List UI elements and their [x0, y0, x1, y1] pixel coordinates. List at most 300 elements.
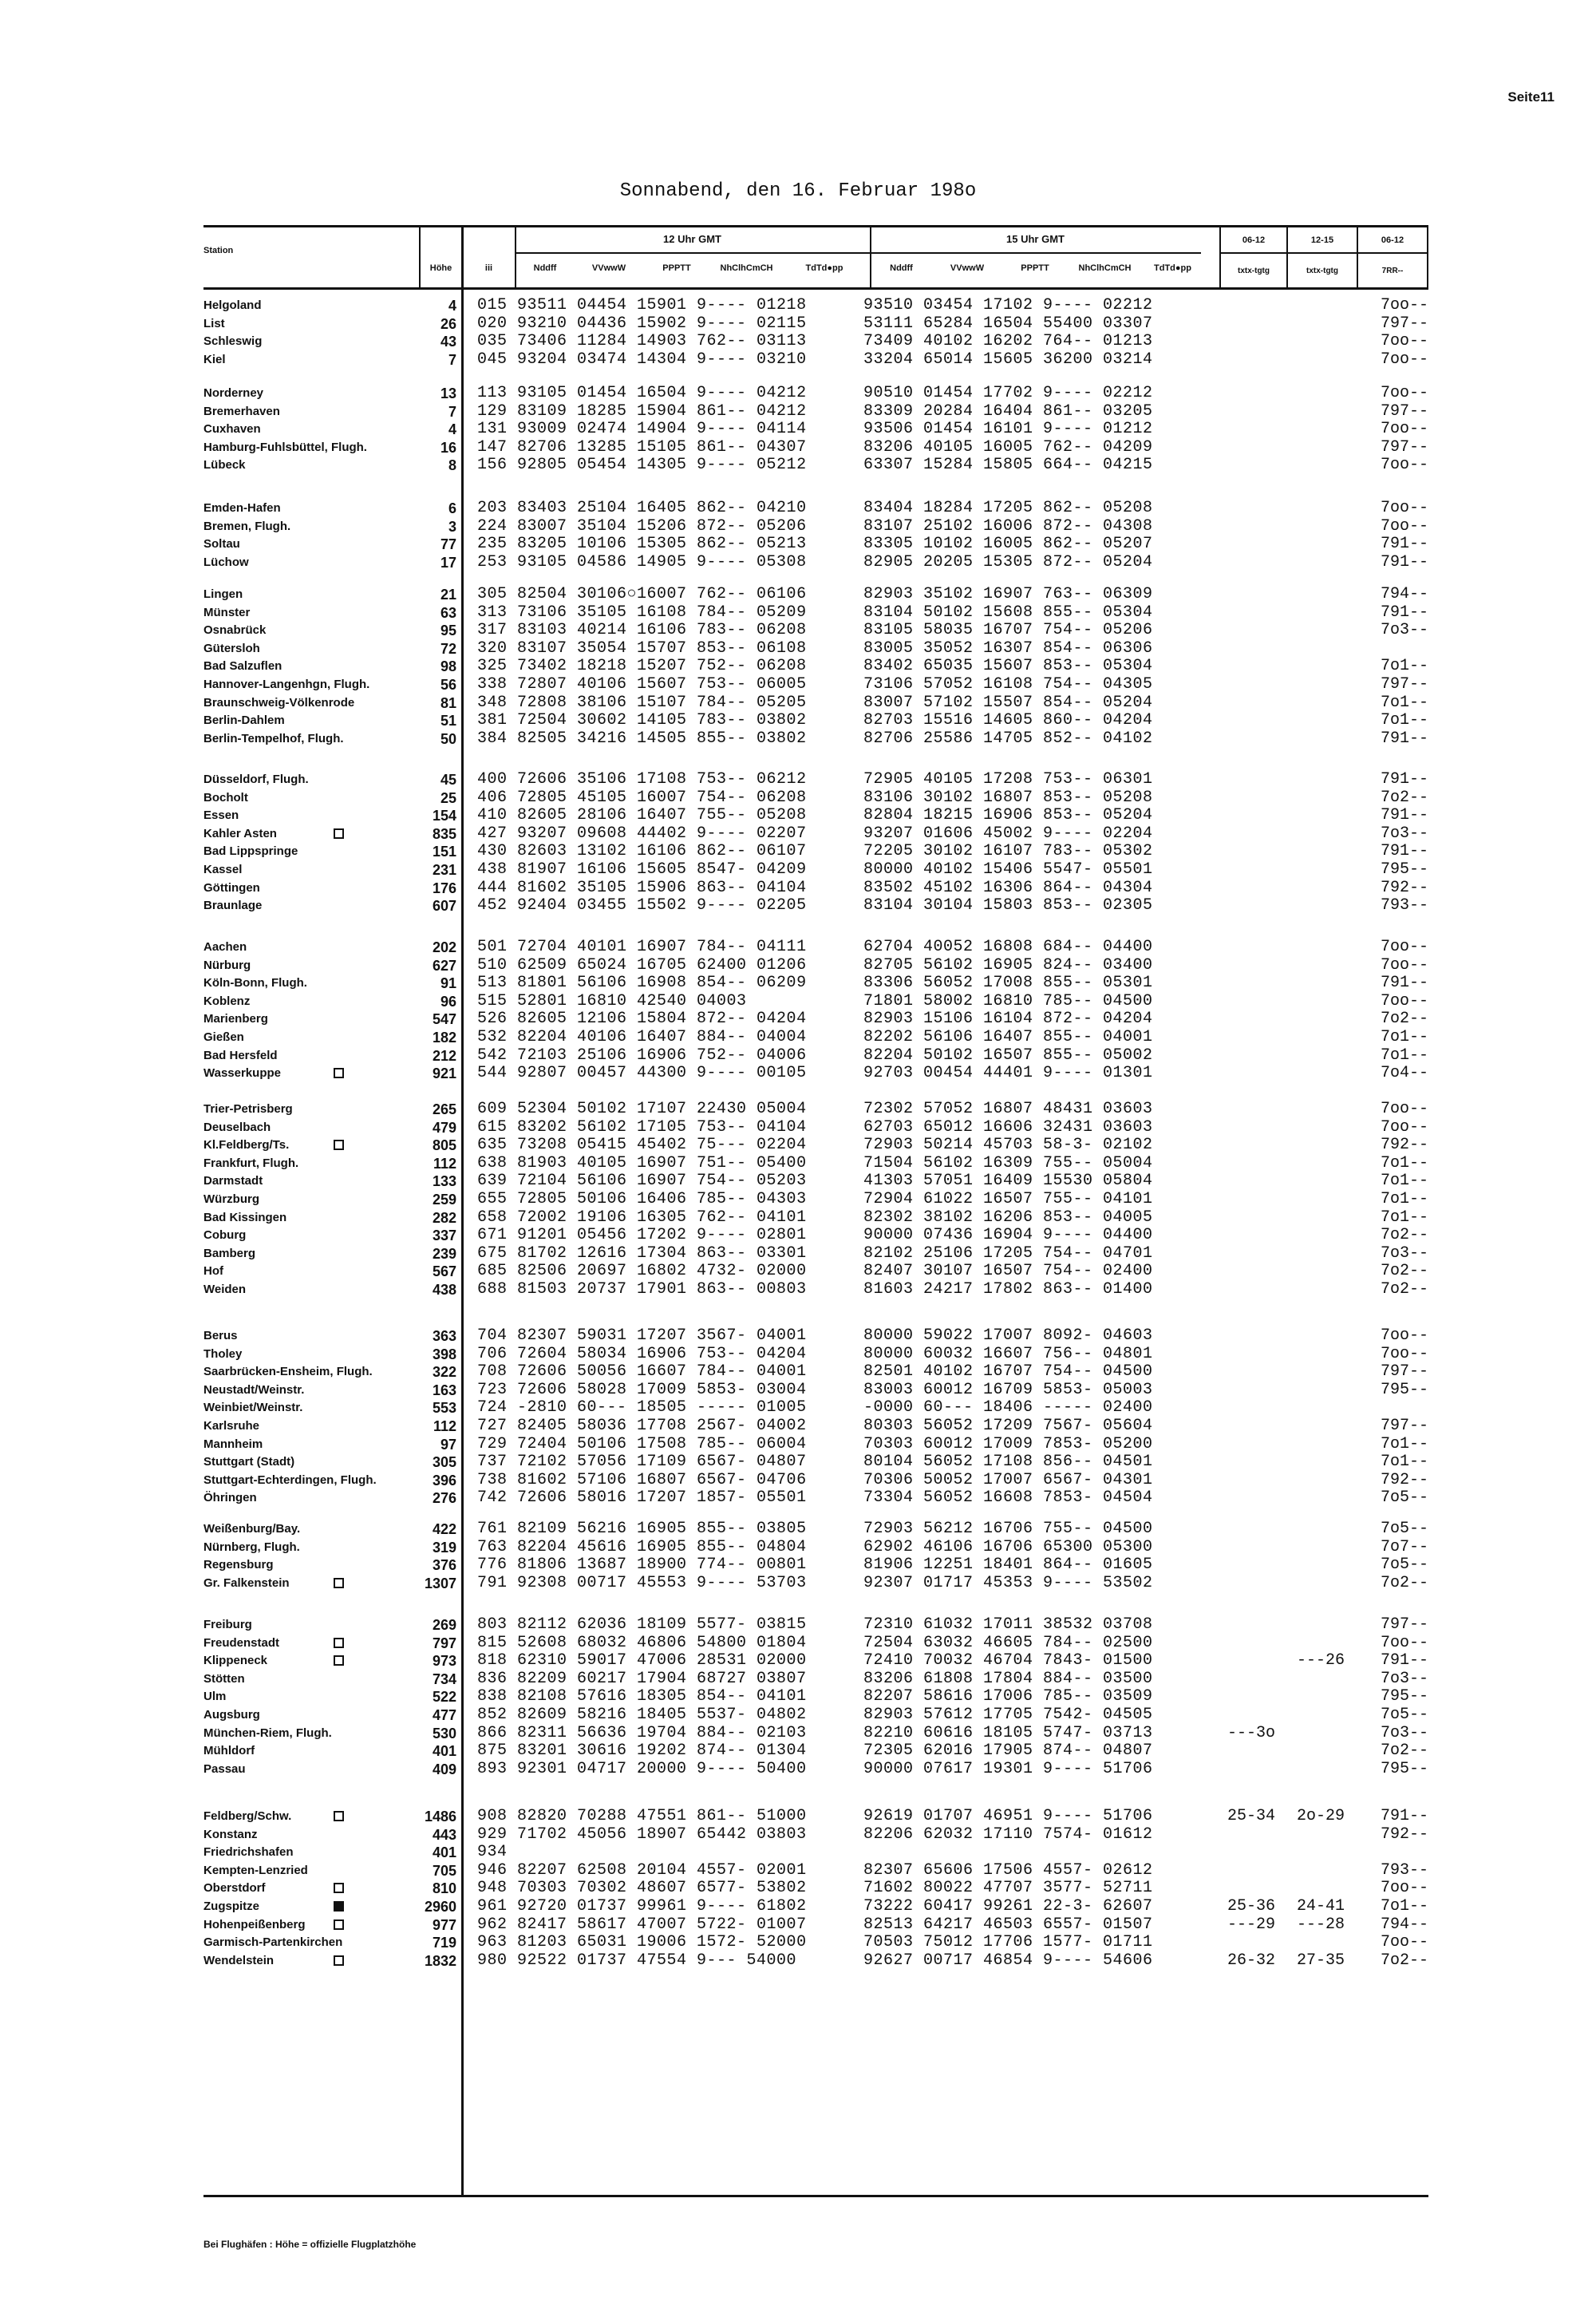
obs-12utc: 452 92404 03455 15502 9---- 02205	[477, 896, 807, 915]
station-height: 553	[432, 1400, 456, 1417]
table-row	[0, 1898, 1596, 1915]
station-name: Norderney	[203, 386, 264, 400]
value-06-12-rr: 797--	[1380, 437, 1428, 457]
value-06-12-rr: 7o1--	[1380, 1028, 1428, 1046]
table-row	[0, 1209, 1596, 1227]
obs-15utc: 72305 62016 17905 874-- 04807	[863, 1742, 1153, 1761]
station-height: 627	[432, 957, 456, 974]
obs-12utc: 501 72704 40101 16907 784-- 04111	[477, 938, 807, 956]
station-name: Gr. Falkenstein	[203, 1575, 290, 1590]
station-name: Freudenstadt	[203, 1635, 280, 1650]
table-row	[0, 1616, 1596, 1634]
station-name: Berlin-Dahlem	[203, 714, 285, 728]
station-name: Kempten-Lenzried	[203, 1863, 308, 1877]
station-height: 973	[432, 1653, 456, 1670]
station-height: 547	[432, 1011, 456, 1028]
station-name: Cuxhaven	[203, 422, 261, 437]
obs-15utc: 80000 40102 15406 5547- 05501	[863, 860, 1153, 879]
obs-15utc: 90000 07617 19301 9---- 51706	[863, 1759, 1153, 1778]
obs-15utc: 82307 65606 17506 4557- 02612	[863, 1860, 1153, 1880]
value-06-12-rr: 794--	[1380, 585, 1428, 603]
station-height: 202	[432, 939, 456, 955]
obs-12utc: 410 82605 28106 16407 755-- 05208	[477, 806, 807, 825]
value-06-12-rr: 794--	[1380, 1915, 1428, 1934]
value-06-12: 25-36	[1227, 1897, 1275, 1915]
table-row	[0, 640, 1596, 658]
obs-12utc: 929 71702 45056 18907 65442 03803	[477, 1825, 807, 1844]
station-name: Tholey	[203, 1346, 243, 1361]
station-height: 921	[432, 1065, 456, 1082]
obs-12utc: 515 52801 16810 42540 04003	[477, 991, 747, 1010]
open-square-icon	[334, 1140, 344, 1150]
obs-15utc: 83005 35052 16307 854-- 06306	[863, 638, 1153, 658]
value-06-12-rr: 7o1--	[1380, 1453, 1428, 1472]
value-06-12-rr: 7o3--	[1380, 1669, 1428, 1688]
value-12-15: 24-41	[1296, 1897, 1345, 1915]
station-name: Osnabrück	[203, 623, 267, 638]
station-name: Freiburg	[203, 1618, 252, 1631]
obs-12utc: 866 82311 56636 19704 884-- 02103	[477, 1723, 807, 1742]
header-12-nddff: Nddff	[533, 263, 557, 273]
station-name: Coburg	[203, 1228, 247, 1243]
open-square-icon	[334, 1955, 344, 1966]
station-height: 163	[432, 1382, 456, 1398]
station-name: Kassel	[203, 863, 243, 876]
filled-square-icon	[334, 1901, 344, 1912]
header-extra-1-bottom: txtx-tgtg	[1238, 267, 1270, 275]
station-height: 212	[432, 1047, 456, 1064]
table-row	[0, 730, 1596, 748]
value-06-12-rr: 7o1--	[1380, 1208, 1428, 1227]
station-height: 479	[432, 1119, 456, 1136]
obs-15utc: 82903 57612 17705 7542- 04505	[863, 1706, 1153, 1724]
obs-15utc: 82206 62032 17110 7574- 01612	[863, 1825, 1153, 1844]
table-row	[0, 694, 1596, 712]
obs-12utc: 615 83202 56102 17105 753-- 04104	[477, 1117, 807, 1137]
station-height: 81	[440, 694, 456, 711]
table-row	[0, 1916, 1596, 1934]
value-06-12-rr: 7o1--	[1380, 1897, 1428, 1915]
value-06-12-rr: 7o1--	[1380, 1190, 1428, 1208]
value-06-12-rr: 7oo--	[1380, 955, 1428, 975]
open-square-icon	[334, 1638, 344, 1648]
value-06-12-rr: 7o1--	[1380, 1046, 1428, 1065]
header-15-vvwww: VVwwW	[950, 263, 985, 273]
obs-15utc: 82210 60616 18105 5747- 03713	[863, 1723, 1153, 1742]
value-06-12-rr: 791--	[1380, 552, 1428, 571]
obs-12utc: 320 83107 35054 15707 853-- 06108	[477, 638, 807, 658]
obs-12utc: 639 72104 56106 16907 754-- 05203	[477, 1172, 807, 1191]
obs-15utc: 53111 65284 16504 55400 03307	[863, 314, 1153, 333]
obs-12utc: 671 91201 05456 17202 9---- 02801	[477, 1226, 807, 1245]
obs-12utc: 348 72808 38106 15107 784-- 05205	[477, 693, 807, 712]
station-height: 95	[440, 623, 456, 639]
obs-15utc: 81906 12251 18401 864-- 01605	[863, 1556, 1153, 1575]
station-height: 363	[432, 1328, 456, 1344]
table-row	[0, 1172, 1596, 1190]
table-row	[0, 1101, 1596, 1118]
value-06-12-rr: 7o3--	[1380, 1723, 1428, 1742]
table-row	[0, 1346, 1596, 1363]
station-height: 13	[440, 385, 456, 401]
station-height: 112	[433, 1418, 456, 1434]
obs-15utc: 72904 61022 16507 755-- 04101	[863, 1190, 1153, 1208]
obs-15utc: 62703 65012 16606 32431 03603	[863, 1117, 1153, 1137]
value-06-12-rr: 793--	[1380, 896, 1428, 915]
header-extra-1-top: 06-12	[1242, 235, 1266, 245]
station-name: Würzburg	[203, 1192, 259, 1206]
table-row	[0, 1472, 1596, 1489]
station-height: 376	[432, 1557, 456, 1574]
table-row	[0, 771, 1596, 789]
obs-12utc: 224 83007 35104 15206 872-- 05206	[477, 516, 807, 536]
value-06-12-rr: 7oo--	[1380, 332, 1428, 351]
value-06-12-rr: 795--	[1380, 1380, 1428, 1399]
station-name: Gütersloh	[203, 641, 260, 655]
obs-15utc: 72205 30102 16107 783-- 05302	[863, 842, 1153, 861]
station-name: Deuselbach	[203, 1120, 271, 1134]
value-06-12-rr: 7o5--	[1380, 1520, 1428, 1538]
table-row	[0, 518, 1596, 536]
station-height: 45	[440, 772, 456, 788]
station-height: 265	[432, 1101, 456, 1117]
obs-12utc: 609 52304 50102 17107 22430 05004	[477, 1100, 807, 1118]
table-row	[0, 457, 1596, 474]
obs-12utc: 532 82204 40106 16407 884-- 04004	[477, 1028, 807, 1046]
obs-15utc: 82706 25586 14705 852-- 04102	[863, 729, 1153, 748]
station-height: 6	[448, 500, 456, 516]
footnote: Bei Flughäfen : Höhe = offizielle Flugplatzhöhe	[203, 2239, 417, 2250]
table-row	[0, 1934, 1596, 1951]
table-row	[0, 1635, 1596, 1652]
station-height: 1486	[424, 1809, 456, 1825]
station-height: 607	[432, 898, 456, 915]
obs-15utc: 83309 20284 16404 861-- 03205	[863, 401, 1153, 421]
open-square-icon	[334, 1811, 344, 1821]
value-06-12-rr: 793--	[1380, 1860, 1428, 1880]
table-row	[0, 1520, 1596, 1538]
obs-15utc: 93510 03454 17102 9---- 02212	[863, 296, 1153, 314]
obs-12utc: 510 62509 65024 16705 62400 01206	[477, 955, 807, 975]
table-row	[0, 825, 1596, 843]
header-15-nddff: Nddff	[890, 263, 913, 273]
value-06-12-rr: 7o2--	[1380, 788, 1428, 807]
obs-12utc: 742 72606 58016 17207 1857- 05501	[477, 1489, 807, 1508]
table-row	[0, 554, 1596, 571]
obs-12utc: 708 72606 50056 16607 784-- 04001	[477, 1362, 807, 1382]
table-row	[0, 439, 1596, 457]
header-iii: iii	[484, 263, 493, 273]
obs-15utc: 82501 40102 16707 754-- 04500	[863, 1362, 1153, 1382]
obs-12utc: 688 81503 20737 17901 863-- 00803	[477, 1280, 807, 1299]
obs-12utc: 338 72807 40106 15607 753-- 06005	[477, 675, 807, 694]
value-06-12-rr: 7oo--	[1380, 991, 1428, 1010]
obs-15utc: 82513 64217 46503 6557- 01507	[863, 1915, 1153, 1934]
station-name: Weißenburg/Bay.	[203, 1522, 301, 1536]
station-height: 4	[448, 421, 456, 438]
station-name: Nürburg	[203, 958, 251, 972]
obs-15utc: 80303 56052 17209 7567- 05604	[863, 1417, 1153, 1435]
obs-12utc: 020 93210 04436 15902 9---- 02115	[477, 314, 807, 333]
obs-12utc: 513 81801 56106 16908 854-- 06209	[477, 974, 807, 993]
obs-12utc: 946 82207 62508 20104 4557- 02001	[477, 1860, 807, 1880]
table-row	[0, 712, 1596, 729]
table-row	[0, 843, 1596, 860]
obs-15utc: 83206 61808 17804 884-- 03500	[863, 1669, 1153, 1688]
station-height: 239	[432, 1245, 456, 1262]
station-height: 7	[448, 351, 456, 368]
station-name: Weiden	[203, 1283, 247, 1296]
obs-15utc: 83106 30102 16807 853-- 05208	[863, 788, 1153, 807]
station-name: Koblenz	[203, 994, 251, 1008]
header-extra-3-bottom: 7RR--	[1381, 267, 1404, 275]
value-06-12-rr: 791--	[1380, 535, 1428, 554]
station-height: 112	[433, 1155, 456, 1172]
station-name: Bad Salzuflen	[203, 659, 282, 674]
obs-12utc: 427 93207 09608 44402 9---- 02207	[477, 824, 807, 843]
table-row	[0, 1382, 1596, 1399]
station-name: Lübeck	[203, 458, 246, 472]
obs-15utc: 73222 60417 99261 22-3- 62607	[863, 1897, 1153, 1915]
value-06-12-rr: 7o3--	[1380, 621, 1428, 640]
obs-15utc: 72310 61032 17011 38532 03708	[863, 1615, 1153, 1634]
station-name: Helgoland	[203, 298, 262, 312]
station-height: 322	[432, 1364, 456, 1381]
obs-15utc: 92307 01717 45353 9---- 53502	[863, 1573, 1153, 1592]
station-height: 98	[440, 658, 456, 675]
open-square-icon	[334, 1068, 344, 1078]
station-name: Bamberg	[203, 1246, 256, 1260]
obs-15utc: 92703 00454 44401 9---- 01301	[863, 1064, 1153, 1083]
obs-15utc: 83107 25102 16006 872-- 04308	[863, 516, 1153, 536]
value-06-12-rr: 7o3--	[1380, 1243, 1428, 1263]
table-row	[0, 1010, 1596, 1028]
station-name: Aachen	[203, 940, 247, 954]
station-name: Bocholt	[203, 790, 248, 805]
obs-15utc: 83305 10102 16005 862-- 05207	[863, 535, 1153, 554]
station-height: 401	[432, 1743, 456, 1760]
obs-12utc: 761 82109 56216 16905 855-- 03805	[477, 1520, 807, 1538]
obs-15utc: 92627 00717 46854 9---- 54606	[863, 1951, 1153, 1970]
obs-12utc: 045 93204 03474 14304 9---- 03210	[477, 350, 807, 369]
obs-15utc: 70303 60012 17009 7853- 05200	[863, 1434, 1153, 1453]
header-15-clouds: NhClhCmCH	[1078, 263, 1132, 273]
value-06-12-rr: 7o1--	[1380, 711, 1428, 730]
obs-15utc: 92619 01707 46951 9---- 51706	[863, 1807, 1153, 1825]
table-row	[0, 939, 1596, 956]
station-name: Nürnberg, Flugh.	[203, 1540, 300, 1554]
station-height: 269	[432, 1617, 456, 1633]
value-06-12-rr: 7oo--	[1380, 1100, 1428, 1118]
value-12-15: ---26	[1296, 1651, 1345, 1670]
table-row	[0, 676, 1596, 694]
obs-15utc: 83402 65035 15607 853-- 05304	[863, 657, 1153, 676]
table-row	[0, 1029, 1596, 1046]
obs-15utc: 83104 30104 15803 853-- 02305	[863, 896, 1153, 915]
table-row	[0, 315, 1596, 333]
value-06-12-rr: 7o2--	[1380, 1280, 1428, 1299]
station-height: 810	[432, 1880, 456, 1897]
table-row	[0, 1327, 1596, 1345]
obs-15utc: 71801 58002 16810 785-- 04500	[863, 991, 1153, 1010]
station-name: Wasserkuppe	[203, 1066, 281, 1081]
obs-12utc: 738 81602 57106 16807 6567- 04706	[477, 1470, 807, 1489]
obs-12utc: 638 81903 40105 16907 751-- 05400	[477, 1153, 807, 1172]
obs-12utc: 384 82505 34216 14505 855-- 03802	[477, 729, 807, 748]
value-06-12: 26-32	[1227, 1951, 1275, 1970]
station-name: Hohenpeißenberg	[203, 1917, 306, 1931]
table-row	[0, 536, 1596, 553]
value-06-12-rr: 7o2--	[1380, 1262, 1428, 1281]
obs-15utc: 70306 50052 17007 6567- 04301	[863, 1470, 1153, 1489]
station-name: Lingen	[203, 587, 243, 601]
value-06-12-rr: 7o5--	[1380, 1556, 1428, 1575]
station-name: Berlin-Tempelhof, Flugh.	[203, 731, 344, 745]
table-row	[0, 297, 1596, 314]
station-name: Regensburg	[203, 1558, 274, 1572]
value-06-12-rr: 7o1--	[1380, 657, 1428, 676]
station-height: 422	[432, 1521, 456, 1537]
station-height: 305	[432, 1454, 456, 1471]
station-name: Braunlage	[203, 899, 263, 913]
station-name: Bremen, Flugh.	[203, 519, 291, 533]
table-row	[0, 351, 1596, 369]
station-name: Friedrichshafen	[203, 1845, 294, 1860]
obs-12utc: 526 82605 12106 15804 872-- 04204	[477, 1010, 807, 1029]
obs-12utc: 962 82417 58617 47007 5722- 01007	[477, 1915, 807, 1934]
station-name: München-Riem, Flugh.	[203, 1726, 332, 1740]
value-06-12: 25-34	[1227, 1807, 1275, 1825]
station-height: 530	[432, 1725, 456, 1742]
station-height: 396	[432, 1472, 456, 1489]
obs-15utc: 82407 30107 16507 754-- 02400	[863, 1262, 1153, 1281]
obs-15utc: 83105 58035 16707 754-- 05206	[863, 621, 1153, 640]
value-06-12-rr: 7o2--	[1380, 1226, 1428, 1245]
station-name: Bad Lippspringe	[203, 844, 298, 859]
station-height: 151	[432, 844, 456, 860]
obs-15utc: 82202 56106 16407 855-- 04001	[863, 1028, 1153, 1046]
table-row	[0, 993, 1596, 1010]
station-name: Kiel	[203, 352, 226, 366]
obs-15utc: 62902 46106 16706 65300 05300	[863, 1537, 1153, 1556]
station-name: Berus	[203, 1329, 238, 1342]
value-06-12-rr: 7o1--	[1380, 1434, 1428, 1453]
obs-15utc: 82705 56102 16905 824-- 03400	[863, 955, 1153, 975]
value-06-12-rr: 7oo--	[1380, 1326, 1428, 1345]
table-row	[0, 880, 1596, 897]
table-row	[0, 1263, 1596, 1280]
obs-12utc: 131 93009 02474 14904 9---- 04114	[477, 420, 807, 439]
station-name: Weinbiet/Weinstr.	[203, 1401, 303, 1415]
station-name: Bad Hersfeld	[203, 1048, 278, 1062]
table-row	[0, 957, 1596, 975]
table-row	[0, 1652, 1596, 1670]
obs-12utc: 737 72102 57056 17109 6567- 04807	[477, 1453, 807, 1472]
value-06-12-rr: 791--	[1380, 974, 1428, 993]
value-06-12-rr: 7o1--	[1380, 693, 1428, 712]
station-name: Gießen	[203, 1030, 244, 1044]
obs-15utc: 82302 38102 16206 853-- 04005	[863, 1208, 1153, 1227]
station-name: Köln-Bonn, Flugh.	[203, 976, 307, 990]
station-name: Öhringen	[203, 1491, 257, 1505]
station-height: 25	[440, 789, 456, 806]
obs-15utc: 62704 40052 16808 684-- 04400	[863, 938, 1153, 956]
value-06-12-rr: 792--	[1380, 878, 1428, 897]
station-height: 63	[440, 604, 456, 621]
station-name: Hannover-Langenhgn, Flugh.	[203, 678, 370, 691]
obs-12utc: 815 52608 68032 46806 54800 01804	[477, 1633, 807, 1652]
table-row	[0, 1862, 1596, 1880]
obs-12utc: 400 72606 35106 17108 753-- 06212	[477, 770, 807, 789]
station-height: 719	[432, 1935, 456, 1951]
value-06-12-rr: 7o7--	[1380, 1537, 1428, 1556]
obs-15utc: 73409 40102 16202 764-- 01213	[863, 332, 1153, 351]
obs-12utc: 313 73106 35105 16108 784-- 05209	[477, 603, 807, 622]
station-name: Mannheim	[203, 1437, 263, 1451]
value-06-12-rr: 791--	[1380, 1807, 1428, 1825]
value-06-12-rr: 7oo--	[1380, 1117, 1428, 1137]
station-height: 276	[432, 1490, 456, 1507]
station-height: 797	[432, 1635, 456, 1651]
value-06-12-rr: 797--	[1380, 314, 1428, 333]
value-06-12-rr: 7o3--	[1380, 824, 1428, 843]
obs-12utc: 325 73402 18218 15207 752-- 06208	[477, 657, 807, 676]
value-06-12-rr: 795--	[1380, 1759, 1428, 1778]
obs-12utc: 875 83201 30616 19202 874-- 01304	[477, 1742, 807, 1761]
value-06-12-rr: 792--	[1380, 1470, 1428, 1489]
station-name: Konstanz	[203, 1827, 258, 1841]
table-row	[0, 861, 1596, 879]
obs-15utc: 72905 40105 17208 753-- 06301	[863, 770, 1153, 789]
value-06-12-rr: 791--	[1380, 770, 1428, 789]
station-name: Frankfurt, Flugh.	[203, 1156, 299, 1170]
table-row	[0, 1808, 1596, 1825]
station-name: Bad Kissingen	[203, 1210, 287, 1224]
station-height: 3	[448, 518, 456, 535]
station-name: Ulm	[203, 1690, 227, 1704]
station-height: 77	[440, 536, 456, 553]
obs-15utc: 72903 50214 45703 58-3- 02102	[863, 1136, 1153, 1155]
obs-15utc: 90510 01454 17702 9---- 02212	[863, 384, 1153, 402]
station-height: 176	[432, 880, 456, 896]
value-06-12-rr: 797--	[1380, 1615, 1428, 1634]
station-height: 259	[432, 1192, 456, 1208]
header-15-tdtd: TdTd●pp	[1154, 263, 1191, 273]
obs-12utc: 438 81907 16106 15605 8547- 04209	[477, 860, 807, 879]
obs-12utc: 113 93105 01454 16504 9---- 04212	[477, 384, 807, 402]
value-06-12-rr: 7o2--	[1380, 1742, 1428, 1761]
station-height: 401	[432, 1844, 456, 1861]
obs-12utc: 305 82504 30106○16007 762-- 06106	[477, 585, 807, 603]
obs-12utc: 235 83205 10106 15305 862-- 05213	[477, 535, 807, 554]
value-06-12-rr: 7oo--	[1380, 420, 1428, 439]
table-row	[0, 1489, 1596, 1507]
value-06-12-rr: 792--	[1380, 1825, 1428, 1844]
header-gmt15: 15 Uhr GMT	[1006, 233, 1065, 245]
table-row	[0, 1047, 1596, 1065]
value-06-12-rr: 797--	[1380, 675, 1428, 694]
station-name: Bremerhaven	[203, 404, 280, 418]
value-06-12-rr: 7oo--	[1380, 1879, 1428, 1898]
obs-12utc: 147 82706 13285 15105 861-- 04307	[477, 437, 807, 457]
obs-15utc: 82905 20205 15305 872-- 05204	[863, 552, 1153, 571]
obs-12utc: 542 72103 25106 16906 752-- 04006	[477, 1046, 807, 1065]
station-name: Stötten	[203, 1671, 245, 1686]
value-06-12: ---3o	[1227, 1723, 1275, 1742]
value-06-12-rr: 7oo--	[1380, 1633, 1428, 1652]
value-06-12-rr: 7o1--	[1380, 1172, 1428, 1191]
table-row	[0, 500, 1596, 517]
